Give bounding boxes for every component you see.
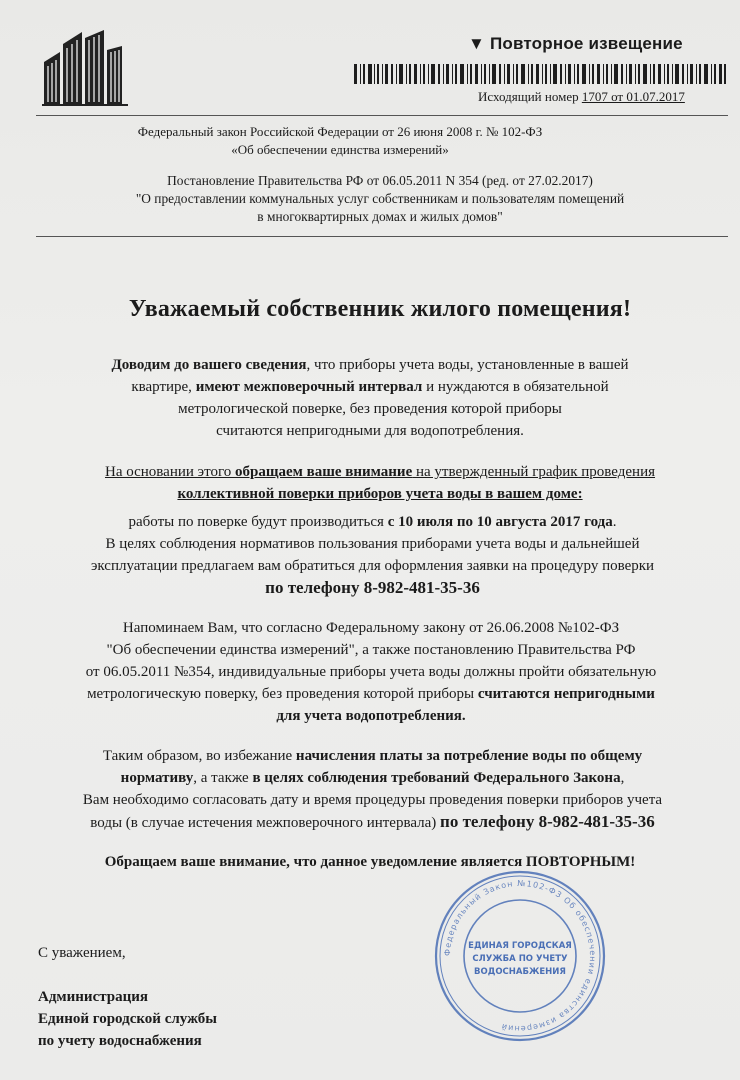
divider-bottom (36, 236, 728, 237)
law-title: «Об обеспечении единства измерений» (231, 142, 449, 157)
paragraph-conclusion (10, 745, 735, 834)
emphasis: Доводим до вашего сведения (111, 357, 307, 373)
text: Вам необходимо согласовать дату и время процедуры проведения поверки приборов учета (82, 792, 663, 808)
emphasis: коллективной поверки приборов учета воды в вашем доме: (177, 486, 583, 502)
regards: С уважением, (38, 945, 126, 961)
notice-title: ▼ Повторное извещение (468, 34, 683, 53)
signature-line: Администрация (38, 989, 149, 1005)
seal-line: ВОДОСНАБЖЕНИЯ (474, 967, 566, 977)
barcode-icon (354, 64, 726, 84)
text: и нуждаются в обязательной (422, 379, 609, 395)
text: метрологической поверке, без проведения которой приборы (178, 401, 562, 417)
text: В целях соблюдения нормативов пользования приборами учета воды и дальнейшей (105, 536, 640, 552)
emphasis: начисления платы за потребление воды по общему (295, 748, 643, 764)
decree-title-line: в многоквартирных домах и жилых домов" (257, 209, 503, 224)
text: считаются непригодными для водопотребления. (216, 423, 524, 439)
round-seal-icon (432, 868, 608, 1044)
text: "Об обеспечении единства измерений", а также постановлению Правительства РФ (106, 642, 636, 658)
decree-reference (70, 172, 690, 226)
paragraph-law-reminder (6, 617, 736, 727)
text: воды (в случае истечения межповерочного интервала) (90, 815, 441, 831)
signature-line: по учету водоснабжения (38, 1033, 202, 1049)
seal-ring-text: Федеральный Закон №102-ФЗ Об обеспечении единства измерений (442, 878, 598, 1034)
text: Таким образом, во избежание (102, 748, 296, 764)
repeat-notice: Обращаем ваше внимание, что данное уведомление является ПОВТОРНЫМ! (104, 854, 636, 870)
emphasis: нормативу (120, 770, 194, 786)
signature-line: Единой городской службы (38, 1011, 217, 1027)
divider-top (36, 115, 728, 116)
seal-line: ЕДИНАЯ ГОРОДСКАЯ (468, 941, 572, 951)
text: На основании этого (104, 464, 235, 480)
text: , что приборы учета воды, установленные в вашей (306, 357, 629, 373)
phone-number: по телефону 8-982-481-35-36 (440, 812, 655, 831)
seal-line: СЛУЖБА ПО УЧЕТУ (472, 954, 568, 964)
paragraph-intro (50, 354, 690, 442)
emphasis: в целях соблюдения требований Федерального Закона (252, 770, 621, 786)
signature-block (38, 986, 217, 1052)
text: метрологическую поверку, без проведения которой приборы (87, 686, 478, 702)
date-range: с 10 июля по 10 августа 2017 года (387, 514, 613, 530)
text: эксплуатации предлагаем вам обратиться для оформления заявки на процедуру поверки (90, 558, 655, 574)
phone-number: по телефону 8-982-481-35-36 (265, 578, 480, 597)
text: , (620, 770, 625, 786)
text: Напоминаем Вам, что согласно Федеральному закону от 26.06.2008 №102-ФЗ (122, 620, 620, 636)
emphasis: считаются непригодными (477, 686, 655, 702)
buildings-logo-icon (42, 28, 132, 106)
text: , а также (193, 770, 253, 786)
law-reference (80, 123, 600, 159)
text: от 06.05.2011 №354, индивидуальные приборы учета воды должны пройти обязательную (85, 664, 657, 680)
text: работы по поверке будут производиться (128, 514, 388, 530)
text: квартире, (131, 379, 196, 395)
law-line: Федеральный закон Российской Федерации от 26 июня 2008 г. № 102-ФЗ (137, 124, 543, 139)
decree-title-line: "О предоставлении коммунальных услуг собственникам и пользователям помещений (135, 191, 625, 206)
emphasis: обращаем ваше внимание (234, 464, 413, 480)
outgoing-number (478, 89, 685, 105)
outgoing-value: 1707 от 01.07.2017 (581, 89, 685, 104)
paragraph-schedule (20, 461, 740, 505)
outgoing-label: Исходящий номер (478, 89, 579, 104)
paragraph-dates (10, 511, 735, 599)
emphasis: имеют межповерочный интервал (195, 379, 423, 395)
page-title: Уважаемый собственник жилого помещения! (128, 296, 632, 322)
text: на утвержденный график проведения (412, 464, 656, 480)
text: . (612, 514, 617, 530)
emphasis: для учета водопотребления. (276, 708, 466, 724)
decree-line: Постановление Правительства РФ от 06.05.2011 N 354 (ред. от 27.02.2017) (167, 173, 593, 188)
